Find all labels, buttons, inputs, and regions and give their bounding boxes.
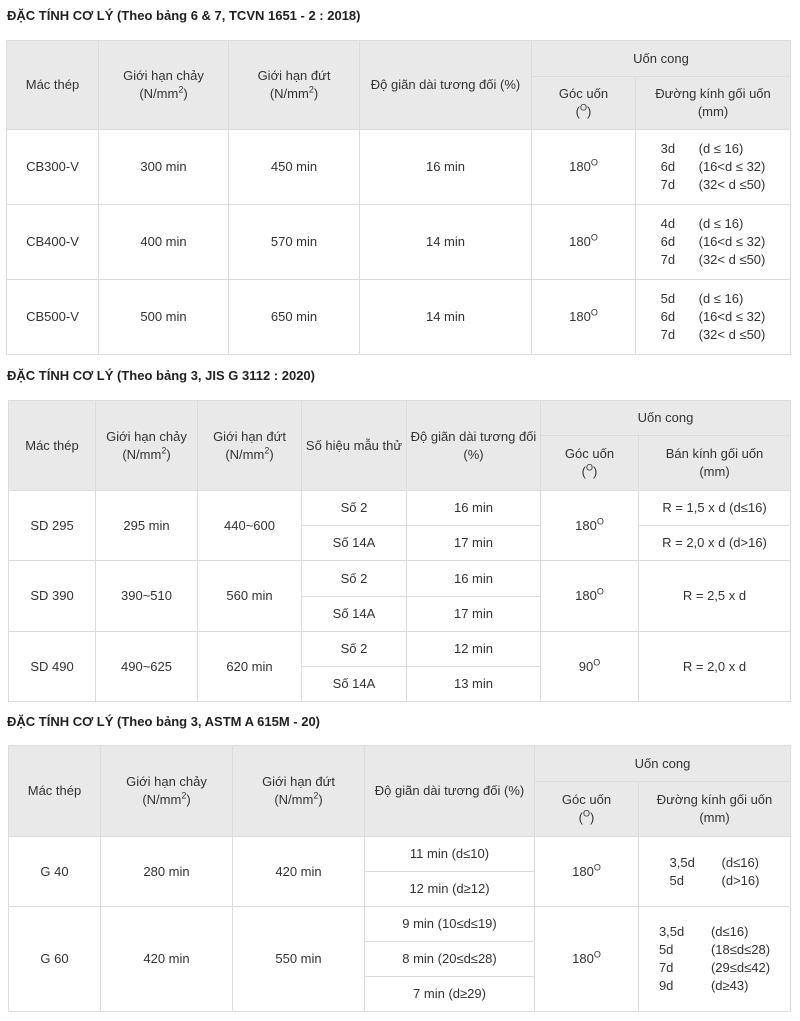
header-yield: Giới hạn chảy $(N/mm^2)$ bbox=[101, 746, 233, 837]
header-yield: Giới hạn chảy $(N/mm^2)$ bbox=[96, 401, 198, 491]
cell-elongation: 17 min bbox=[407, 597, 541, 632]
cell-tensile: 560 min bbox=[198, 561, 302, 632]
cell-grade: CB400-V bbox=[7, 205, 99, 280]
cell-diameter: 3d (d ≤ 16) 6d (16<d ≤ 32) 7d (32< d ≤50) bbox=[636, 130, 791, 205]
cell-elongation: 8 min (20≤d≤28) bbox=[365, 942, 535, 977]
header-grade: Mác thép bbox=[9, 746, 101, 837]
cell-grade: G 40 bbox=[9, 837, 101, 907]
cell-elongation: 16 min bbox=[360, 130, 532, 205]
table-row bbox=[7, 280, 791, 355]
table-row bbox=[7, 130, 791, 205]
header-diameter: Đường kính gối uốn (mm) bbox=[636, 77, 791, 130]
cell-elongation: 17 min bbox=[407, 526, 541, 561]
cell-grade: G 60 bbox=[9, 907, 101, 1012]
header-elongation: Độ giãn dài tương đối (%) bbox=[365, 746, 535, 837]
cell-tensile: 550 min bbox=[233, 907, 365, 1012]
section-title-astm: ĐẶC TÍNH CƠ LÝ (Theo bảng 3, ASTM A 615M - 20) bbox=[7, 714, 320, 729]
table-row bbox=[9, 837, 791, 872]
header-yield: Giới hạn chảy $(N/mm^2)$ bbox=[99, 41, 229, 130]
cell-elongation: 14 min bbox=[360, 280, 532, 355]
cell-elongation: 9 min (10≤d≤19) bbox=[365, 907, 535, 942]
cell-yield: 390~510 bbox=[96, 561, 198, 632]
cell-angle: $180^O$ bbox=[541, 561, 639, 632]
cell-tensile: 570 min bbox=[229, 205, 360, 280]
header-angle: Góc uốn ($^O$) bbox=[532, 77, 636, 130]
cell-specimen: Số 14A bbox=[302, 526, 407, 561]
header-specimen: Số hiệu mẫu thử bbox=[302, 401, 407, 491]
cell-tensile: 650 min bbox=[229, 280, 360, 355]
header-elongation: Độ giãn dài tương đối (%) bbox=[407, 401, 541, 491]
table-tcvn bbox=[6, 40, 791, 355]
cell-grade: CB300-V bbox=[7, 130, 99, 205]
cell-elongation: 7 min (d≥29) bbox=[365, 977, 535, 1012]
cell-tensile: 450 min bbox=[229, 130, 360, 205]
cell-elongation: 16 min bbox=[407, 491, 541, 526]
cell-yield: 500 min bbox=[99, 280, 229, 355]
header-tensile: Giới hạn đứt $(N/mm^2)$ bbox=[198, 401, 302, 491]
header-bending: Uốn cong bbox=[532, 41, 791, 77]
header-bending: Uốn cong bbox=[535, 746, 791, 782]
cell-elongation: 11 min (d≤10) bbox=[365, 837, 535, 872]
cell-angle: $180^O$ bbox=[535, 837, 639, 907]
table-row bbox=[9, 561, 791, 597]
cell-radius: R = 1,5 x d (d≤16) bbox=[639, 491, 791, 526]
cell-elongation: 13 min bbox=[407, 667, 541, 702]
cell-yield: 300 min bbox=[99, 130, 229, 205]
header-radius: Bán kính gối uốn (mm) bbox=[639, 436, 791, 491]
cell-angle: $180^O$ bbox=[532, 130, 636, 205]
table-jis bbox=[8, 400, 791, 702]
table-astm bbox=[8, 745, 791, 1012]
cell-specimen: Số 14A bbox=[302, 597, 407, 632]
header-bending: Uốn cong bbox=[541, 401, 791, 436]
cell-tensile: 620 min bbox=[198, 632, 302, 702]
cell-diameter: 5d (d ≤ 16) 6d (16<d ≤ 32) 7d (32< d ≤50) bbox=[636, 280, 791, 355]
cell-grade: SD 490 bbox=[9, 632, 96, 702]
table-row bbox=[7, 205, 791, 280]
cell-grade: CB500-V bbox=[7, 280, 99, 355]
section-title-jis: ĐẶC TÍNH CƠ LÝ (Theo bảng 3, JIS G 3112 : 2020) bbox=[7, 368, 315, 383]
cell-radius: R = 2,0 x d (d>16) bbox=[639, 526, 791, 561]
table-row bbox=[9, 632, 791, 667]
header-grade: Mác thép bbox=[7, 41, 99, 130]
cell-radius: R = 2,5 x d bbox=[639, 561, 791, 632]
cell-angle: $180^O$ bbox=[535, 907, 639, 1012]
cell-angle: $180^O$ bbox=[532, 205, 636, 280]
cell-angle: $180^O$ bbox=[541, 491, 639, 561]
cell-specimen: Số 2 bbox=[302, 491, 407, 526]
cell-grade: SD 295 bbox=[9, 491, 96, 561]
cell-yield: 490~625 bbox=[96, 632, 198, 702]
table-row bbox=[9, 907, 791, 942]
cell-specimen: Số 2 bbox=[302, 561, 407, 597]
cell-elongation: 12 min bbox=[407, 632, 541, 667]
cell-yield: 280 min bbox=[101, 837, 233, 907]
header-diameter: Đường kính gối uốn (mm) bbox=[639, 782, 791, 837]
cell-angle: $90^O$ bbox=[541, 632, 639, 702]
cell-diameter: 4d (d ≤ 16) 6d (16<d ≤ 32) 7d (32< d ≤50) bbox=[636, 205, 791, 280]
cell-specimen: Số 14A bbox=[302, 667, 407, 702]
cell-tensile: 420 min bbox=[233, 837, 365, 907]
header-angle: Góc uốn ($^O$) bbox=[535, 782, 639, 837]
header-elongation: Độ giãn dài tương đối (%) bbox=[360, 41, 532, 130]
cell-grade: SD 390 bbox=[9, 561, 96, 632]
cell-elongation: 14 min bbox=[360, 205, 532, 280]
cell-diameter: 3,5d (d≤16) 5d (d>16) bbox=[639, 837, 791, 907]
cell-angle: $180^O$ bbox=[532, 280, 636, 355]
cell-elongation: 12 min (d≥12) bbox=[365, 872, 535, 907]
header-angle: Góc uốn ($^O$) bbox=[541, 436, 639, 491]
header-grade: Mác thép bbox=[9, 401, 96, 491]
cell-specimen: Số 2 bbox=[302, 632, 407, 667]
header-tensile: Giới hạn đứt $(N/mm^2)$ bbox=[233, 746, 365, 837]
section-title-tcvn: ĐẶC TÍNH CƠ LÝ (Theo bảng 6 & 7, TCVN 1651 - 2 : 2018) bbox=[7, 8, 361, 23]
cell-elongation: 16 min bbox=[407, 561, 541, 597]
cell-diameter: 3,5d (d≤16) 5d (18≤d≤28) 7d (29≤d≤42) 9d (d≥43) bbox=[639, 907, 791, 1012]
table-row bbox=[9, 491, 791, 526]
cell-yield: 420 min bbox=[101, 907, 233, 1012]
cell-yield: 295 min bbox=[96, 491, 198, 561]
cell-radius: R = 2,0 x d bbox=[639, 632, 791, 702]
header-tensile: Giới hạn đứt $(N/mm^2)$ bbox=[229, 41, 360, 130]
cell-yield: 400 min bbox=[99, 205, 229, 280]
cell-tensile: 440~600 bbox=[198, 491, 302, 561]
